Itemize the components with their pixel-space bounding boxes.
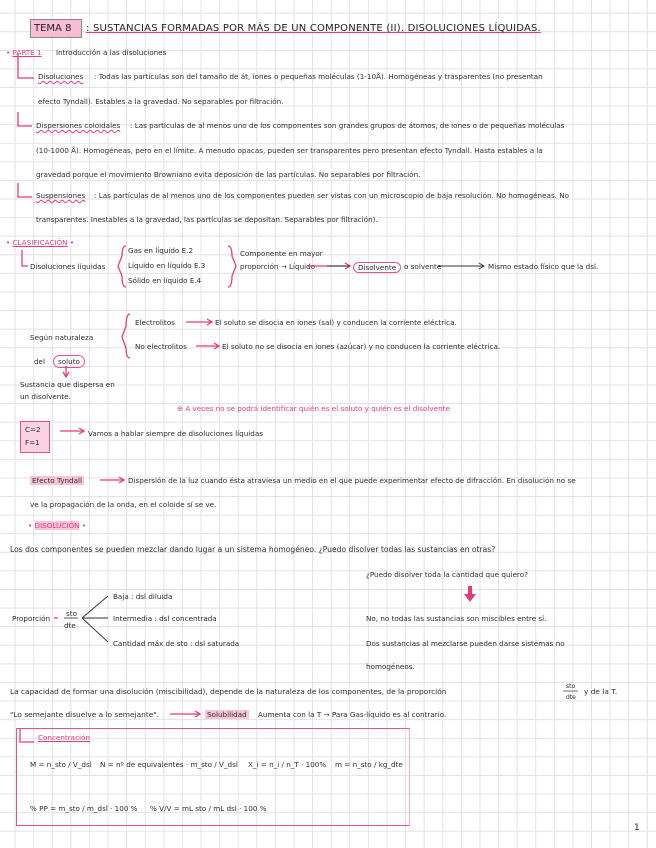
formula-molaridad: M = n_sto / V_dsl <box>30 760 92 769</box>
f1-label: F=1 <box>25 438 40 447</box>
proporcion-label: Proporción <box>12 614 51 623</box>
formula-normalidad: N = nº de equivalentes · m_sto / V_dsl <box>100 760 238 769</box>
page-number: 1 <box>634 823 640 833</box>
mayor-label: Componente en mayor <box>240 249 323 258</box>
soluto-bubble: soluto <box>53 355 85 368</box>
proportion-branches <box>82 596 108 642</box>
tyndall-line-1: Dispersión de la luz cuando ésta atraviesa un medio en el que puede experimentar efecto de difracción. En disolución no se <box>128 476 576 485</box>
arrow-soluto <box>63 366 69 377</box>
solubilidad-term: Solubilidad <box>207 710 247 719</box>
dispersiones-line-1: : Las partículas de al menos uno de los componentes son grandes grupos de átomos, de iones o de pequeñas moléculas <box>130 121 565 130</box>
concentracion-heading: Concentración <box>38 733 90 742</box>
parte-connector-3 <box>18 183 32 197</box>
arrow-vamos <box>60 428 84 434</box>
electrolitos-desc: El soluto se disocia en iones (sal) y conducen la corriente eléctrica. <box>215 318 457 327</box>
capacidad-line-1: La capacidad de formar una disolución (miscibilidad), depende de la naturaleza de los componentes, de la proporción <box>10 687 447 696</box>
tyndall-line-2: ve la propagación de la onda, en el coloide sí se ve. <box>30 500 217 509</box>
disoluciones-term: Disoluciones <box>38 72 84 81</box>
tema-label: TEMA 8 <box>34 23 72 34</box>
answer-line-2: Dos sustancias al mezclarse pueden darse sistemas no <box>366 639 565 648</box>
formula-fraccion: X_i = n_i / n_T · 100% <box>248 760 327 769</box>
frac-dte: dte <box>64 621 76 630</box>
disolvente-bubble: Disolvente <box>353 262 401 273</box>
maxima-label: Cantidad máx de sto : dsl saturada <box>113 639 240 648</box>
disolucion-q2: ¿Puedo disolver toda la cantidad que quiero? <box>366 570 528 579</box>
sustancia-note-2: un disolvente. <box>20 392 71 401</box>
capacidad-t: y de la T. <box>584 687 618 696</box>
disoluciones-liquidas-label: Disoluciones líquidas <box>30 262 106 271</box>
arrow-tyndall <box>100 477 124 483</box>
parte-label: • PARTE 1 <box>6 48 42 57</box>
frac-sto: sto <box>66 609 77 618</box>
naturaleza-brace <box>122 314 130 358</box>
semejante-quote: "Lo semejante disuelve a lo semejante". <box>10 710 160 719</box>
arrowhead-down <box>464 594 476 602</box>
conc-connector <box>20 728 34 742</box>
parte-title: Introducción a las disoluciones <box>56 48 167 57</box>
mismo-estado: Mismo estado físico que la dsl. <box>488 262 599 271</box>
mayor-label-2: proporción → Líquido <box>240 262 316 271</box>
answer-line-1: No, no todas las sustancias son miscibles entre sí. <box>366 614 547 623</box>
dispersiones-term: Dispersiones coloidales <box>36 121 121 130</box>
disoluciones-line-1: : Todas las partículas son del tamaño de át, iones o pequeñas moléculas (1-10Å). Homogéneas y trasparentes (no presentan <box>94 72 543 81</box>
del-label: del <box>34 357 45 366</box>
disolucion-intro: Los dos componentes se pueden mezclar dando lugar a un sistema homogéneo. ¿Puedo disolver todas las sustancias en otras? <box>10 545 496 554</box>
suspensiones-line-1: : Las partículas de al menos uno de los componentes pueden ser vistas con un microscopio de baja resolución. No homogéneas. No <box>94 191 570 200</box>
formula-vv: % V/V = mL sto / mL dsl · 100 % <box>150 804 267 813</box>
tyndall-term: Efecto Tyndall <box>32 476 82 485</box>
suspensiones-term: Suspensiones <box>36 191 86 200</box>
sustancia-note: Sustancia que dispersa en <box>20 380 115 389</box>
cap-frac-dte: dte <box>566 694 576 701</box>
c2-label: C=2 <box>25 425 41 434</box>
formula-molalidad: m = n_sto / kg_dte <box>335 760 403 769</box>
clasif-connector <box>22 250 28 266</box>
dispersiones-line-2: (10-1000 Å). Homogéneas, pero en el límite. A menudo opacas, pueden ser transparentes pero presentan efecto Tyndall. Hasta estables a la <box>36 146 543 155</box>
arrow-noelectrolitos <box>196 343 219 349</box>
arrow-electrolitos <box>186 319 212 325</box>
parte-connector-2 <box>18 112 32 126</box>
parte-connector-1 <box>18 54 34 78</box>
noelectrolitos-desc: El soluto no se disocia en iones (azúcar) y no conducen la corriente eléctrica. <box>222 342 501 351</box>
disoluciones-line-2: efecto Tyndall). Estables a la gravedad. No separables por filtración. <box>38 97 284 106</box>
formula-pp: % PP = m_sto / m_dsl · 100 % <box>30 804 138 813</box>
intermedia-label: Intermedia : dsl concentrada <box>113 614 217 623</box>
clasificacion-heading: • CLASIFICACIÓN • <box>6 238 75 247</box>
type-solido: Sólido en líquido E.4 <box>128 276 202 285</box>
electrolitos-label: Electrolitos <box>135 318 175 327</box>
answer-line-3: homogéneos. <box>366 662 415 671</box>
type-gas: Gas en líquido E.2 <box>128 246 194 255</box>
arrow-solubilidad <box>170 711 200 717</box>
aveces-note: ⊕ A veces no se podrá identificar quién es el soluto y quién es el disolvente <box>177 404 450 413</box>
suspensiones-line-2: transparentes. Inestables a la gravedad, las partículas se depositan. Separables por filtración). <box>36 215 378 224</box>
types-brace <box>118 246 126 287</box>
baja-label: Baja : dsl diluida <box>113 592 173 601</box>
type-liquido: Líquido en líquido E.3 <box>128 261 206 270</box>
dispersiones-line-3: gravedad porque el movimiento Browniano evita deposición de las partículas. No separables por filtración. <box>36 170 421 179</box>
solvente-label: o solvente <box>404 262 442 271</box>
arrow-mismo <box>438 263 484 269</box>
cap-frac-sto: sto <box>566 683 576 690</box>
segun-naturaleza: Según naturaleza <box>30 333 94 342</box>
disolucion-heading: • DISOLUCIÓN • <box>28 521 87 530</box>
vamos-note: Vamos a hablar siempre de disoluciones líquidas <box>88 429 263 438</box>
page-title: : SUSTANCIAS FORMADAS POR MÁS DE UN COMPONENTE (II). DISOLUCIONES LÍQUIDAS. <box>86 23 541 34</box>
types-brace-right <box>228 246 236 287</box>
noelectrolitos-label: No electrolitos <box>135 342 187 351</box>
solubilidad-desc: Aumenta con la T → Para Gas-líquido es al contrario. <box>258 710 447 719</box>
